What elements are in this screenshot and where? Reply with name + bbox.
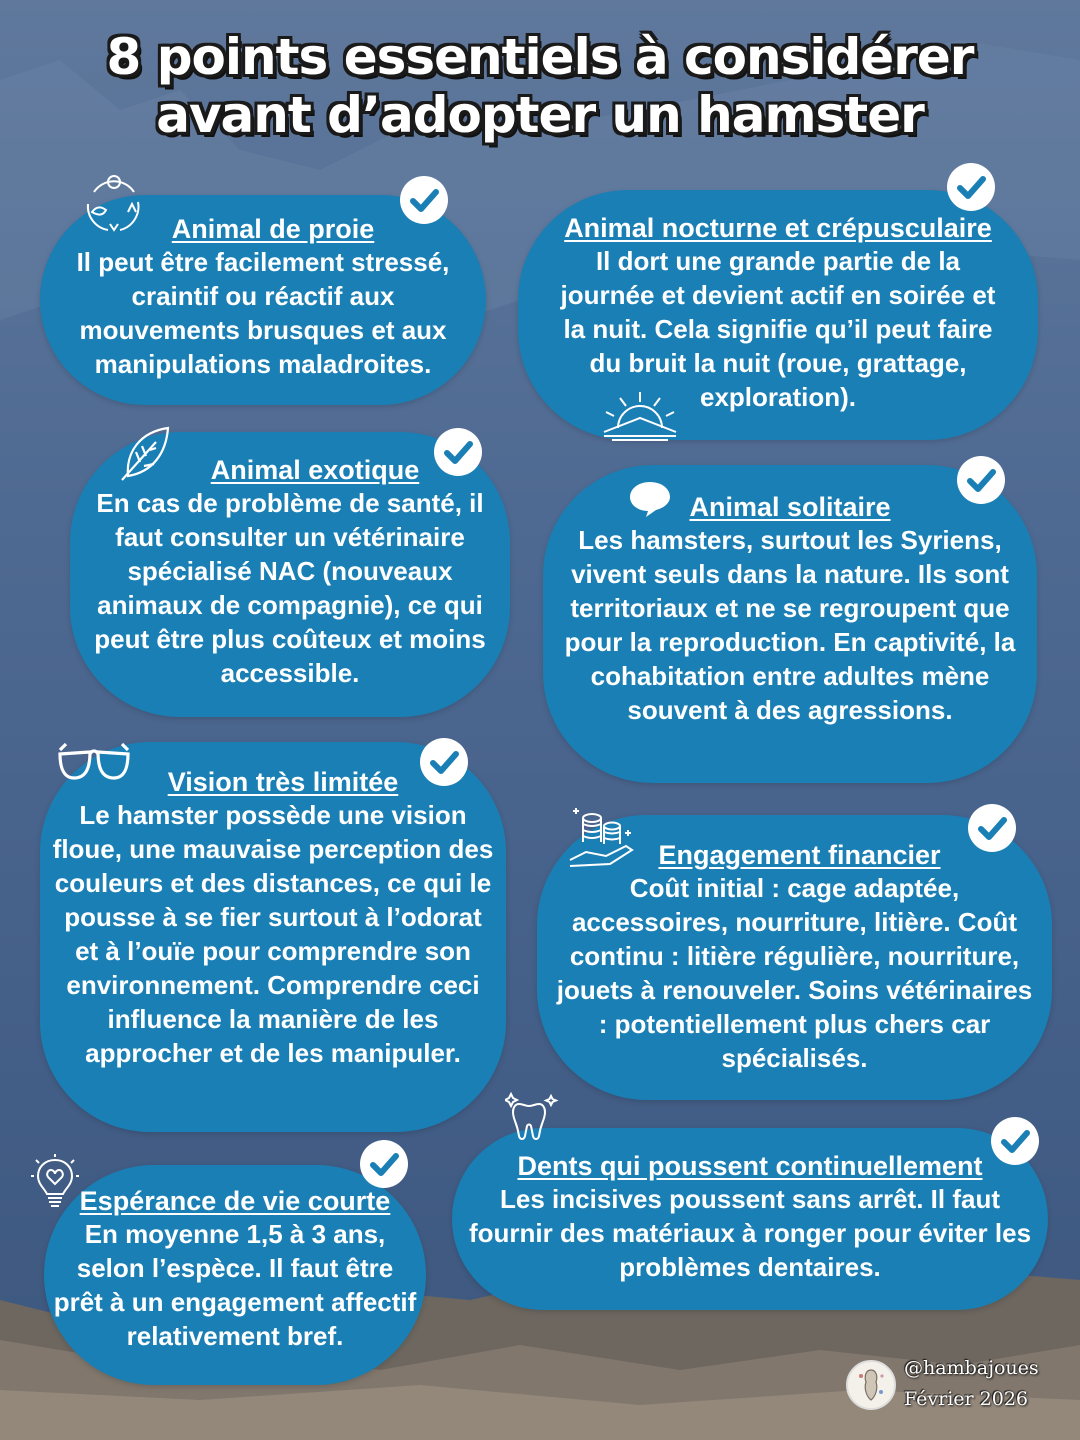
card-heading: Animal solitaire	[689, 492, 891, 522]
card-heading: Animal exotique	[210, 455, 420, 485]
checkmark-icon	[400, 176, 448, 224]
card-body: Les hamsters, surtout les Syriens, vivent seuls dans la nature. Ils sont territoriaux et ne se regroupent que pour la reproduction. En captivité, la cohabitation entre adultes mène souvent à des agressions.	[564, 525, 1016, 725]
leaf-icon	[118, 422, 174, 482]
card-short-lifespan	[44, 1165, 426, 1385]
card-heading: Vision très limitée	[167, 767, 399, 797]
footer-date: Février 2026	[904, 1388, 1029, 1410]
card-body: Il dort une grande partie de la journée et devient actif en soirée et la nuit. Cela signifie qu’il peut faire du bruit la nuit (roue, grattage, exploration).	[560, 246, 996, 412]
coins-hand-icon	[568, 804, 636, 870]
speech-bubble-icon	[628, 480, 672, 518]
card-heading: Engagement financier	[658, 840, 941, 870]
title-line-1: 8 points essentiels à considérer	[106, 28, 974, 86]
card-heading: Dents qui poussent continuellement	[517, 1151, 983, 1181]
sparkling-tooth-icon	[505, 1090, 559, 1142]
checkmark-icon	[360, 1140, 408, 1188]
checkmark-icon	[968, 804, 1016, 852]
glasses-icon	[56, 740, 132, 786]
lightbulb-heart-icon	[30, 1152, 80, 1214]
card-body: En moyenne 1,5 à 3 ans, selon l’espèce. Il faut être prêt à un engagement affectif relativement bref.	[53, 1219, 417, 1351]
checkmark-icon	[434, 428, 482, 476]
card-body: En cas de problème de santé, il faut consulter un vétérinaire spécialisé NAC (nouveaux animaux de compagnie), ce qui peut être plus coûteux et moins accessible.	[94, 488, 486, 688]
sunrise-icon	[600, 388, 680, 442]
card-nocturnal-animal	[518, 190, 1038, 440]
checkmark-icon	[947, 163, 995, 211]
card-limited-vision	[40, 742, 506, 1132]
card-body: Il peut être facilement stressé, craintif ou réactif aux mouvements brusques et aux manipulations maladroites.	[76, 247, 450, 379]
footer-handle: @hambajoues	[904, 1357, 1039, 1379]
avatar	[846, 1360, 896, 1410]
card-heading: Animal de proie	[171, 214, 375, 244]
checkmark-icon	[991, 1117, 1039, 1165]
card-heading: Espérance de vie courte	[79, 1186, 391, 1216]
card-heading: Animal nocturne et crépusculaire	[564, 213, 992, 243]
card-body: Le hamster possède une vision floue, une mauvaise perception des couleurs et des distances, ce qui le pousse à se fier surtout à l’odorat et à l’ouïe pour comprendre son environnement. Comprendre ceci influence la manière de les approcher et de les manipuler.	[52, 800, 494, 1068]
page-title	[0, 28, 1080, 144]
card-body: Coût initial : cage adaptée, accessoires, nourriture, litière. Coût continu : litière régulière, nourriture, jouets à renouveler. Soins vétérinaires : potentiellement plus chers car spécialisés.	[556, 873, 1033, 1073]
card-growing-teeth	[452, 1128, 1048, 1310]
card-solitary-animal	[543, 465, 1037, 783]
predator-prey-cycle-icon	[80, 172, 148, 240]
title-line-2: avant d’adopter un hamster	[156, 86, 924, 144]
card-body: Les incisives poussent sans arrêt. Il faut fournir des matériaux à ronger pour éviter les problèmes dentaires.	[468, 1184, 1032, 1282]
checkmark-icon	[957, 456, 1005, 504]
checkmark-icon	[420, 738, 468, 786]
